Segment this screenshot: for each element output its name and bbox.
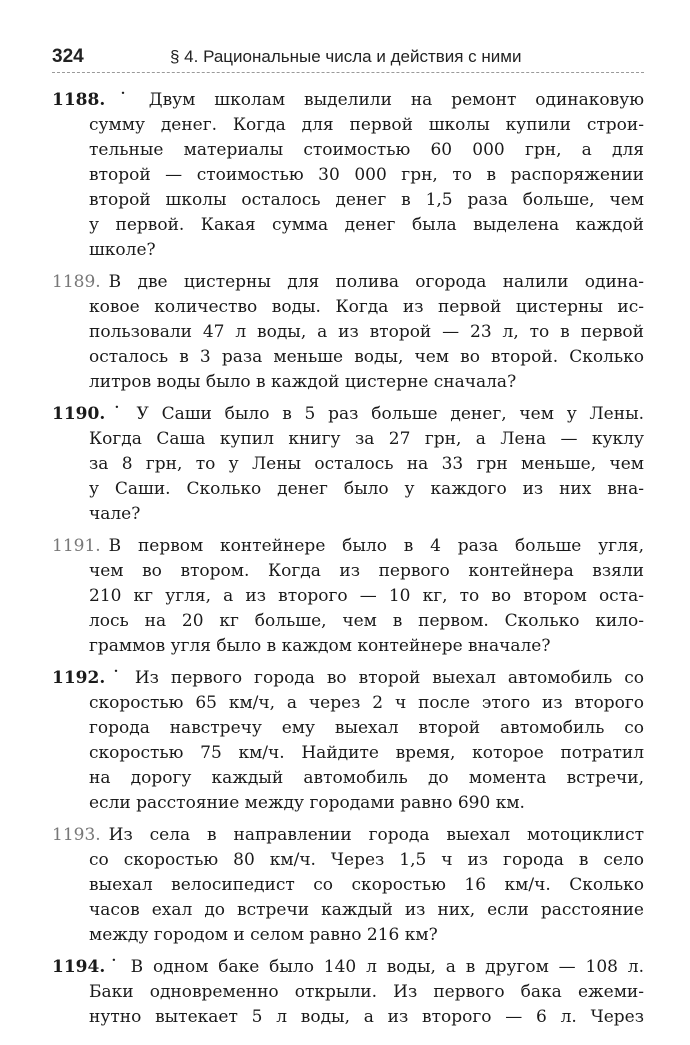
problem-line: скоростью 75 км/ч. Найдите время, которое потратил <box>89 743 644 763</box>
problem-line: скоростью 65 км/ч, а через 2 ч после этого из второго <box>89 693 644 713</box>
problem-line: между городом и селом равно 216 км? <box>89 925 438 945</box>
problem-line: пользовали 47 л воды, а из второй — 23 л, то в первой <box>89 322 644 342</box>
problem-line: за 8 грн, то у Лены осталось на 33 грн меньше, чем <box>89 454 644 474</box>
problem-1191 <box>52 534 644 659</box>
problem-1193 <box>52 823 644 948</box>
problem-line <box>52 955 644 980</box>
problem-line: на дорогу каждый автомобиль до момента встречи, <box>89 768 644 788</box>
problem-line: Когда Саша купил книгу за 27 грн, а Лена — куклу <box>89 429 644 449</box>
problem-line: второй школы осталось денег в 1,5 раза больше, чем <box>89 190 644 210</box>
problem-line: чале? <box>89 504 141 524</box>
problem-1194 <box>52 955 644 1030</box>
problem-number: 1190.˙ <box>52 404 129 424</box>
problem-line: тельные материалы стоимостью 60 000 грн, а для <box>89 140 644 160</box>
problem-text: В первом контейнере было в 4 раза больше угля, <box>108 536 644 556</box>
section-title: § 4. Рациональные числа и действия с ними <box>170 47 522 66</box>
problem-line <box>52 534 644 559</box>
problem-line: у первой. Какая сумма денег была выделена каждой <box>89 215 644 235</box>
problem-1188 <box>52 88 644 263</box>
problem-list <box>52 88 644 1037</box>
problem-number: 1193. <box>52 825 101 845</box>
problem-text: Из первого города во второй выехал автомобиль со <box>134 668 644 688</box>
page-header <box>52 46 644 73</box>
problem-text: Двум школам выделили на ремонт одинаковую <box>148 90 644 110</box>
problem-1190 <box>52 402 644 527</box>
problem-line: выехал велосипедист со скоростью 16 км/ч. Сколько <box>89 875 644 895</box>
problem-line <box>52 270 644 295</box>
problem-number: 1191. <box>52 536 101 556</box>
problem-line: осталось в 3 раза меньше воды, чем во второй. Сколько <box>89 347 644 367</box>
problem-text: Из села в направлении города выехал мотоциклист <box>108 825 644 845</box>
problem-text: В две цистерны для полива огорода налили одина- <box>108 272 644 292</box>
problem-line <box>52 402 644 427</box>
problem-line: 210 кг угля, а из второго — 10 кг, то во втором оста- <box>89 586 644 606</box>
problem-line: нутно вытекает 5 л воды, а из второго — 6 л. Через <box>89 1007 644 1027</box>
problem-1192 <box>52 666 644 816</box>
problem-number: 1189. <box>52 272 101 292</box>
problem-line: часов ехал до встречи каждый из них, если расстояние <box>89 900 644 920</box>
problem-line <box>52 88 644 113</box>
problem-line: города навстречу ему выехал второй автомобиль со <box>89 718 644 738</box>
problem-line: школе? <box>89 240 156 260</box>
problem-line: у Саши. Сколько денег было у каждого из них вна- <box>89 479 644 499</box>
problem-line <box>52 823 644 848</box>
problem-text: У Саши было в 5 раз больше денег, чем у Лены. <box>136 404 644 424</box>
problem-number: 1194.˙ <box>52 957 123 977</box>
problem-number: 1188.˙ <box>52 90 141 110</box>
problem-line: Баки одновременно открыли. Из первого бака ежеми- <box>89 982 644 1002</box>
problem-line: ковое количество воды. Когда из первой цистерны ис- <box>89 297 644 317</box>
page-number: 324 <box>52 46 84 67</box>
problem-line: литров воды было в каждой цистерне сначала? <box>89 372 517 392</box>
problem-line <box>52 666 644 691</box>
problem-line: лось на 20 кг больше, чем в первом. Сколько кило- <box>89 611 644 631</box>
problem-number: 1192.˙ <box>52 668 127 688</box>
problem-1189 <box>52 270 644 395</box>
problem-line: второй — стоимостью 30 000 грн, то в распоряжении <box>89 165 644 185</box>
problem-line: сумму денег. Когда для первой школы купили строи- <box>89 115 644 135</box>
problem-text: В одном баке было 140 л воды, а в другом — 108 л. <box>130 957 644 977</box>
problem-line: со скоростью 80 км/ч. Через 1,5 ч из города в село <box>89 850 644 870</box>
problem-line: чем во втором. Когда из первого контейнера взяли <box>89 561 644 581</box>
problem-line: граммов угля было в каждом контейнере вначале? <box>89 636 551 656</box>
problem-line: если расстояние между городами равно 690 км. <box>89 793 525 813</box>
